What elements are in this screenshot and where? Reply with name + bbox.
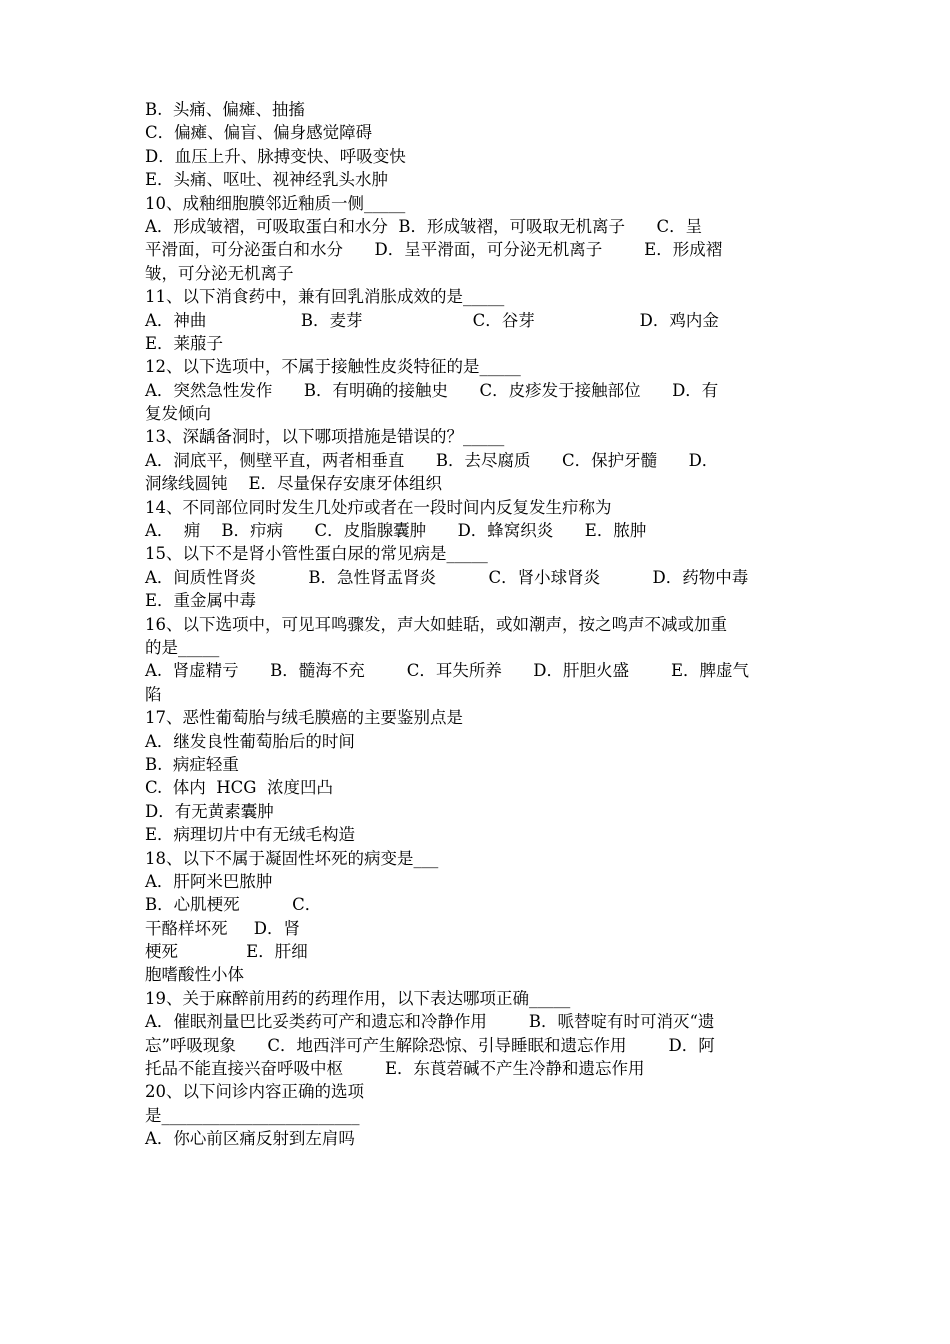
question-10: 10、成釉细胞膜邻近釉质一侧_____: [145, 193, 406, 213]
question-18: 18、以下不属于凝固性坏死的病变是___: [145, 848, 439, 868]
text-line: 皱，可分泌无机离子: [145, 263, 294, 283]
question-19: 19、关于麻醉前用药的药理作用，以下表达哪项正确_____: [145, 988, 571, 1008]
text-line: B. 病症轻重: [145, 754, 239, 774]
text-line: A． 痈 B．疖病 C．皮脂腺囊肿 D．蜂窝织炎 E．脓肿: [145, 521, 647, 541]
text-line: A．洞底平，侧壁平直，两者相垂直 B．去尽腐质 C．保护牙髓 D．: [145, 450, 719, 470]
question-16: 16、以下选项中，可见耳鸣骤发，声大如蛙聒，或如潮声，按之鸣声不减或加重: [145, 614, 727, 634]
text-line: 的是_____: [145, 637, 220, 657]
text-line: A．你心前区痛反射到左肩吗: [145, 1129, 355, 1149]
question-13: 13、深龋备洞时，以下哪项措施是错误的？_____: [145, 427, 505, 447]
document-page: [145, 98, 817, 1151]
question-17: 17、恶性葡萄胎与绒毛膜癌的主要鉴别点是: [145, 708, 463, 728]
text-line: A．突然急性发作 B．有明确的接触史 C．皮疹发于接触部位 D．有: [145, 380, 719, 400]
text-line: E．莱菔子: [145, 333, 224, 353]
text-line: E．病理切片中有无绒毛构造: [145, 825, 356, 845]
text-line: B．心肌梗死 C．: [145, 895, 322, 915]
text-line: A．继发良性葡萄胎后的时间: [145, 731, 355, 751]
text-line: C．偏瘫、偏盲、偏身感觉障碍: [145, 123, 373, 143]
text-line: 梗死 E．肝细: [145, 942, 308, 962]
question-15: 15、以下不是肾小管性蛋白尿的常见病是_____: [145, 544, 488, 564]
question-12: 12、以下选项中，不属于接触性皮炎特征的是_____: [145, 357, 521, 377]
question-20: 20、以下问诊内容正确的选项: [145, 1082, 364, 1102]
text-line: 忘”呼吸现象 C．地西泮可产生解除恐惊、引导睡眠和遗忘作用 D．阿: [145, 1035, 715, 1055]
text-line: 洞缘线圆钝 E．尽量保存安康牙体组织: [145, 474, 443, 494]
text-line: 托品不能直接兴奋呼吸中枢 E．东莨菪碱不产生冷静和遗忘作用: [145, 1059, 645, 1079]
text-line: A．神曲 B．麦芽 C．谷芽 D．鸡内金: [145, 310, 719, 330]
text-line: 复发倾向: [145, 404, 211, 424]
text-line: 干酪样坏死 D．肾: [145, 918, 300, 938]
text-line: 是________________________: [145, 1105, 360, 1125]
text-line: A．形成皱褶，可吸取蛋白和水分 B．形成皱褶，可吸取无机离子 C．呈: [145, 216, 703, 236]
text-line: E．头痛、呕吐、视神经乳头水肿: [145, 170, 389, 190]
question-14: 14、不同部位同时发生几处疖或者在一段时间内反复发生疖称为: [145, 497, 612, 517]
text-line: A．催眠剂量巴比妥类药可产和遗忘和冷静作用 B．哌替啶有时可消灭“遗: [145, 1012, 715, 1032]
text-line: 平滑面，可分泌蛋白和水分 D．呈平滑面，可分泌无机离子 E．形成褶: [145, 240, 723, 260]
question-11: 11、以下消食药中，兼有回乳消胀成效的是_____: [145, 287, 505, 307]
text-line: D．有无黄素囊肿: [145, 801, 274, 821]
text-line: A. 肾虚精亏 B．髓海不充 C．耳失所养 D．肝胆火盛 E．脾虚气: [145, 661, 750, 681]
text-line: B. 头痛、偏瘫、抽搐: [145, 100, 305, 119]
text-line: A．间质性肾炎 B．急性肾盂肾炎 C．肾小球肾炎 D．药物中毒: [145, 567, 749, 587]
text-line: A．肝阿米巴脓肿: [145, 871, 273, 891]
text-line: 陷: [145, 684, 162, 704]
text-line: C. 体内 HCG 浓度凹凸: [145, 778, 333, 798]
text-line: D．血压上升、脉搏变快、呼吸变快: [145, 146, 406, 166]
text-line: E．重金属中毒: [145, 591, 257, 611]
text-line: 胞嗜酸性小体: [145, 965, 244, 985]
